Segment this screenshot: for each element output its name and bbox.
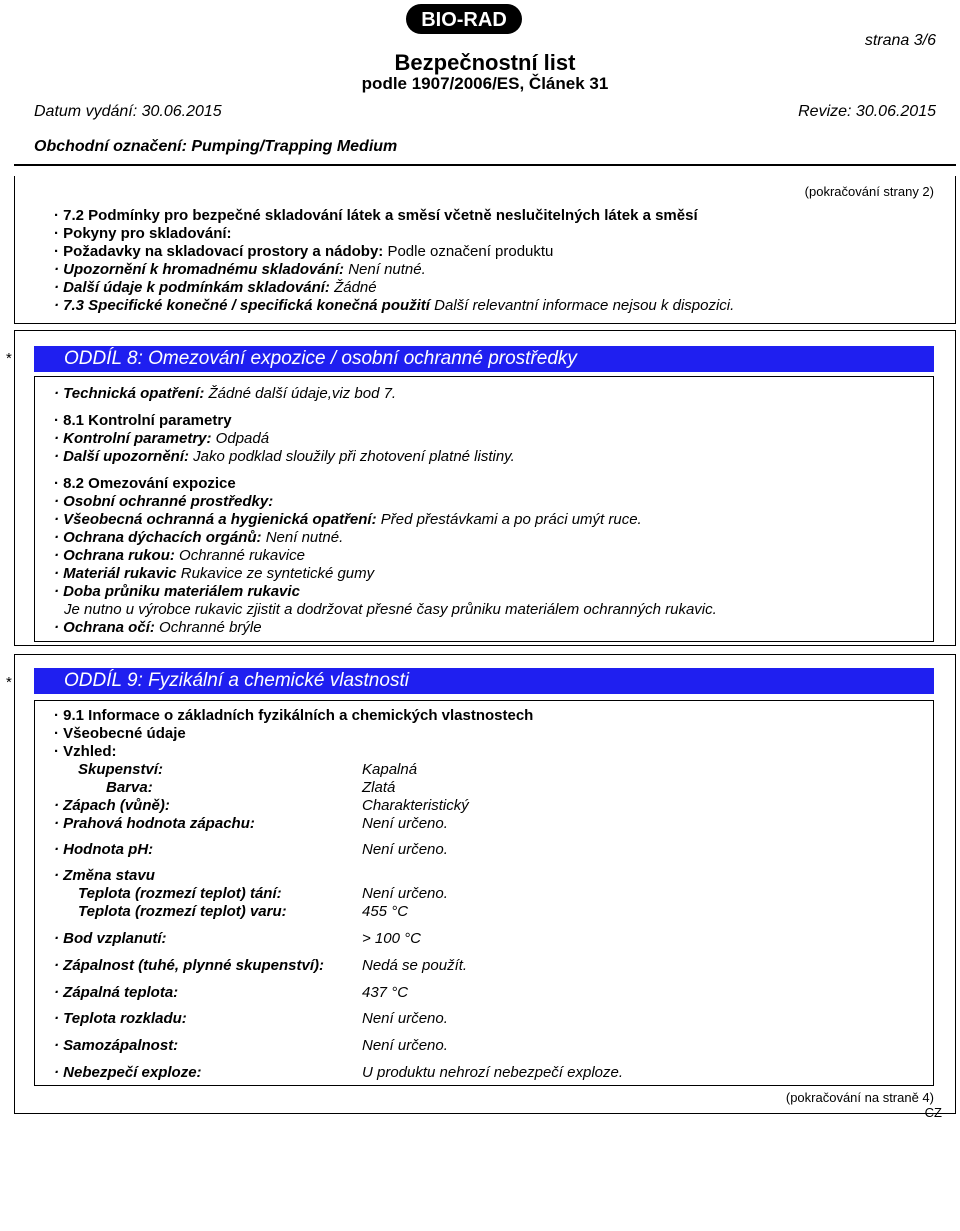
odour-label: · Zápach (vůně): [54, 797, 170, 814]
respiratory-protection-label: · Ochrana dýchacích orgánů: [54, 529, 262, 546]
flammability-value: Nedá se použít. [362, 957, 468, 974]
issue-date: Datum vydání: 30.06.2015 [34, 103, 222, 120]
decomposition-temperature-value: Není určeno. [362, 1010, 448, 1027]
additional-notes [54, 448, 515, 466]
storage-requirements-value: Podle označení produktu [383, 243, 554, 260]
ph-label: · Hodnota pH: [54, 841, 154, 858]
storage-further-info-label: · Další údaje k podmínkám skladování: [54, 279, 330, 296]
odour-threshold-label: · Prahová hodnota zápachu: [54, 815, 255, 832]
colour-label: Barva: [106, 779, 153, 796]
section-9-change-marker: * [6, 674, 12, 691]
state-change-heading: · Změna stavu [54, 867, 155, 884]
section-8-1-heading: · 8.1 Kontrolní parametry [54, 412, 232, 429]
section-8-title: ODDÍL 8: Omezování expozice / osobní ochranné prostředky [34, 346, 934, 372]
section-9-title: ODDÍL 9: Fyzikální a chemické vlastnosti [34, 668, 934, 694]
header-divider [14, 164, 956, 166]
glove-penetration-text: Je nutno u výrobce rukavic zjistit a dodržovat přesné časy průniku materiálem ochranných rukavic. [64, 601, 717, 618]
trade-name: Obchodní označení: Pumping/Trapping Medium [34, 138, 398, 155]
appearance-heading: · Vzhled: [54, 743, 117, 760]
bio-rad-logo [404, 3, 524, 35]
control-parameters-label: · Kontrolní parametry: [54, 430, 212, 447]
technical-measures-value: Žádné další údaje,viz bod 7. [204, 385, 397, 402]
storage-further-info-value: Žádné [329, 279, 377, 296]
logo-text: BIO-RAD [421, 9, 507, 31]
general-info-heading: · Všeobecné údaje [54, 725, 186, 742]
flammability-label: · Zápalnost (tuhé, plynné skupenství): [54, 957, 325, 974]
ppe-heading: · Osobní ochranné prostředky: [54, 493, 274, 510]
bulk-storage-label: · Upozornění k hromadnému skladování: [54, 261, 345, 278]
section-8-2-heading: · 8.2 Omezování expozice [54, 475, 236, 492]
storage-requirements [54, 243, 553, 261]
explosion-hazard-label: · Nebezpečí exploze: [54, 1064, 202, 1081]
document-title: Bezpečnostní list [394, 50, 576, 75]
storage-requirements-label: · Požadavky na skladovací prostory a nádoby: [54, 243, 384, 260]
eye-protection-label: · Ochrana očí: [54, 619, 155, 636]
odour-threshold-value: Není určeno. [362, 815, 448, 832]
respiratory-protection [54, 529, 343, 547]
glove-material [54, 565, 374, 583]
glove-material-label: · Materiál rukavic [54, 565, 177, 582]
page-number: strana 3/6 [864, 32, 936, 49]
technical-measures [54, 385, 396, 403]
eye-protection-value: Ochranné brýle [154, 619, 262, 636]
additional-notes-label: · Další upozornění: [54, 448, 189, 465]
ignition-temperature-label: · Zápalná teplota: [54, 984, 179, 1001]
bulk-storage-value: Není nutné. [344, 261, 426, 278]
section-9-1-heading: · 9.1 Informace o základních fyzikálních a chemických vlastnostech [54, 707, 534, 724]
document-subtitle: podle 1907/2006/ES, Článek 31 [361, 74, 609, 93]
eye-protection [54, 619, 262, 637]
ignition-temperature-value: 437 °C [362, 984, 409, 1001]
revision-date: Revize: 30.06.2015 [798, 103, 936, 120]
hand-protection-value: Ochranné rukavice [174, 547, 305, 564]
glove-penetration-time: · Doba průniku materiálem rukavic [54, 583, 300, 600]
physical-state-label: Skupenství: [78, 761, 164, 778]
flash-point-value: > 100 °C [362, 930, 421, 947]
general-hygiene-value: Před přestávkami a po práci umýt ruce. [376, 511, 642, 528]
flash-point-label: · Bod vzplanutí: [54, 930, 167, 947]
boiling-point-value: 455 °C [362, 903, 409, 920]
section-7-2-heading: · 7.2 Podmínky pro bezpečné skladování látek a směsí včetně neslučitelných látek a směsí [54, 207, 698, 224]
hand-protection-label: · Ochrana rukou: [54, 547, 175, 564]
bulk-storage [54, 261, 426, 279]
specific-end-use-value: Další relevantní informace nejsou k dispozici. [429, 297, 735, 314]
continued-from-note: (pokračování strany 2) [804, 184, 934, 199]
section-8-change-marker: * [6, 350, 12, 367]
melting-point-label: Teplota (rozmezí teplot) tání: [78, 885, 282, 902]
boiling-point-label: Teplota (rozmezí teplot) varu: [78, 903, 287, 920]
self-ignition-label: · Samozápalnost: [54, 1037, 179, 1054]
technical-measures-label: · Technická opatření: [54, 385, 205, 402]
language-code: CZ [924, 1105, 942, 1120]
melting-point-value: Není určeno. [362, 885, 448, 902]
ph-value: Není určeno. [362, 841, 448, 858]
storage-instructions: · Pokyny pro skladování: [54, 225, 232, 242]
colour-value: Zlatá [362, 779, 396, 796]
explosion-hazard-value: U produktu nehrozí nebezpečí exploze. [362, 1064, 623, 1081]
decomposition-temperature-label: · Teplota rozkladu: [54, 1010, 187, 1027]
glove-material-value: Rukavice ze syntetické gumy [176, 565, 375, 582]
control-parameters [54, 430, 269, 448]
physical-state-value: Kapalná [362, 761, 418, 778]
self-ignition-value: Není určeno. [362, 1037, 448, 1054]
control-parameters-value: Odpadá [211, 430, 270, 447]
general-hygiene [54, 511, 642, 529]
specific-end-use-label: · 7.3 Specifické konečné / specifická konečná použití [54, 297, 430, 314]
respiratory-protection-value: Není nutné. [261, 529, 344, 546]
general-hygiene-label: · Všeobecná ochranná a hygienická opatření: [54, 511, 377, 528]
additional-notes-value: Jako podklad sloužily při zhotovení platné listiny. [189, 448, 515, 465]
continued-to-note: (pokračování na straně 4) [785, 1090, 934, 1105]
hand-protection [54, 547, 305, 565]
odour-value: Charakteristický [362, 797, 469, 814]
storage-further-info [54, 279, 377, 297]
specific-end-use [54, 297, 734, 315]
